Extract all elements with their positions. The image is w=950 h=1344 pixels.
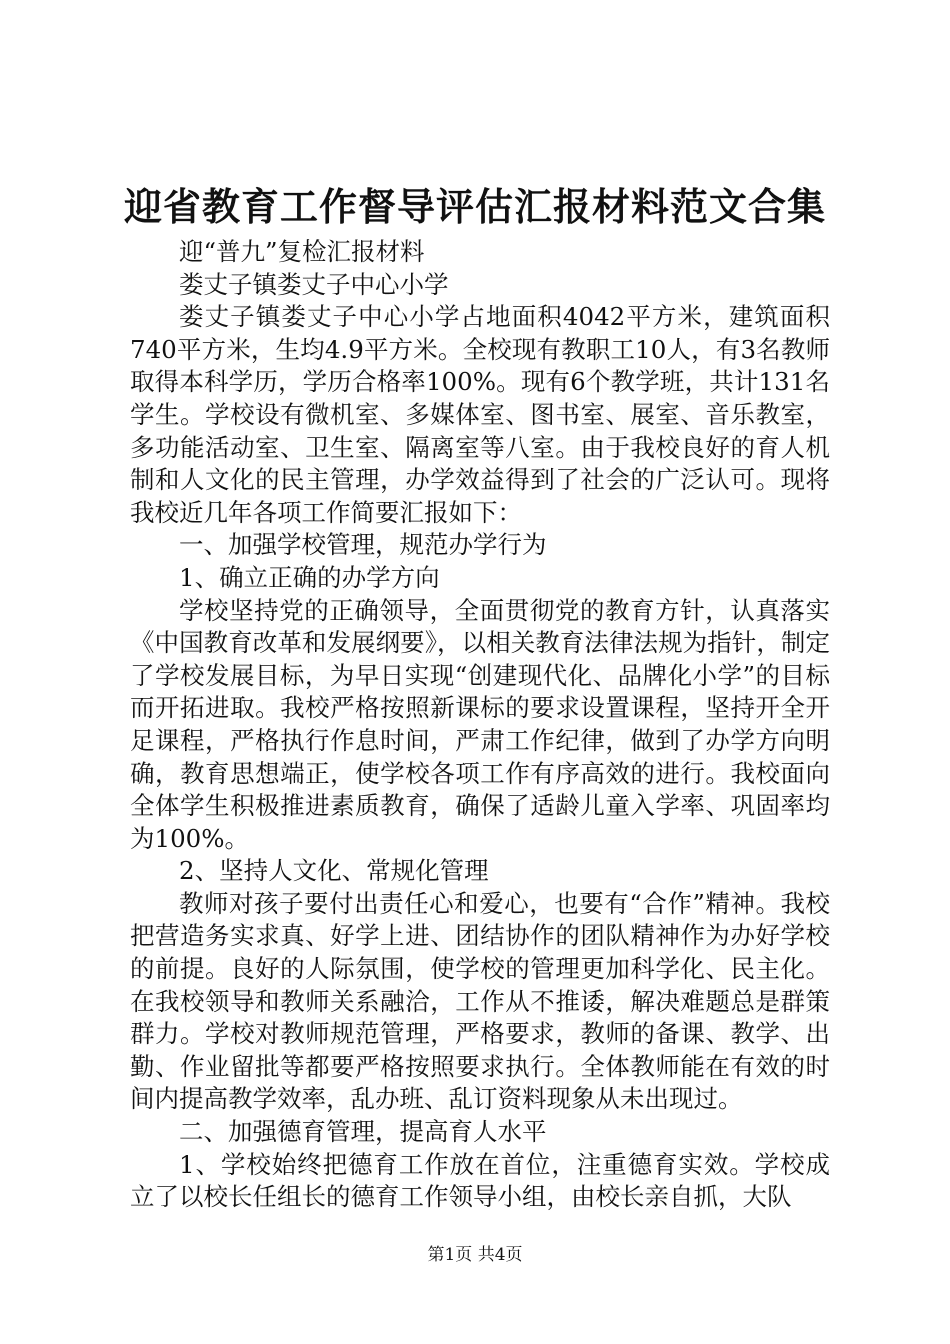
subsection-heading-1-1: 1、确立正确的办学方向: [179, 562, 440, 592]
paragraph-management: 教师对孩子要付出责任心和爱心，也要有“合作”精神。我校把营造务实求真、好学上进、团结协作的团队精神作为办好学校的前提。良好的人际氛围，使学校的管理更加科学化、民主化。在我校领导和教师关系融洽，工作从不推诿，解决难题总是群策群力。学校对教师规范管理，严格要求，教师的备课、教学、出勤、作业留批等都要严格按照要求执行。全体教师能在有效的时间内提高教学效率，乱办班、乱订资料现象从未出现过。: [130, 888, 830, 1114]
section-heading-2: 二、加强德育管理，提高育人水平: [179, 1117, 547, 1147]
paragraph-subtitle: 迎“普九”复检汇报材料: [179, 237, 425, 266]
document-body: [130, 236, 830, 1214]
subsection-heading-1-2: 2、坚持人文化、常规化管理: [179, 856, 489, 886]
document-title: 迎省教育工作督导评估汇报材料范文合集: [123, 184, 826, 229]
paragraph-school-name: 娄丈子镇娄丈子中心小学: [179, 269, 449, 299]
paragraph-intro: 娄丈子镇娄丈子中心小学占地面积4042平方米，建筑面积740平方米，生均4.9平方米。全校现有教职工10人，有3名教师取得本科学历，学历合格率100%。现有6个教学班，共计131名学生。学校设有微机室、多媒体室、图书室、展室、音乐教室，多功能活动室、卫生室、隔离室等八室。由于我校良好的育人机制和人文化的民主管理，办学效益得到了社会的广泛认可。现将我校近几年各项工作简要汇报如下：: [130, 302, 830, 527]
page-footer: 第1页 共4页: [427, 1245, 523, 1265]
section-heading-1: 一、加强学校管理，规范办学行为: [179, 530, 547, 560]
paragraph-direction: 学校坚持党的正确领导，全面贯彻党的教育方针，认真落实《中国教育改革和发展纲要》，以相关教育法律法规为指针，制定了学校发展目标，为早日实现“创建现代化、品牌化小学”的目标而开拓进取。我校严格按照新课标的要求设置课程，坚持开全开足课程，严格执行作息时间，严肃工作纪律，做到了办学方向明确，教育思想端正，使学校各项工作有序高效的进行。我校面向全体学生积极推进素质教育，确保了适龄儿童入学率、巩固率均为100%。: [130, 595, 830, 853]
paragraph-moral-education: 1、学校始终把德育工作放在首位，注重德育实效。学校成立了以校长任组长的德育工作领导小组，由校长亲自抓，大队: [130, 1149, 830, 1212]
